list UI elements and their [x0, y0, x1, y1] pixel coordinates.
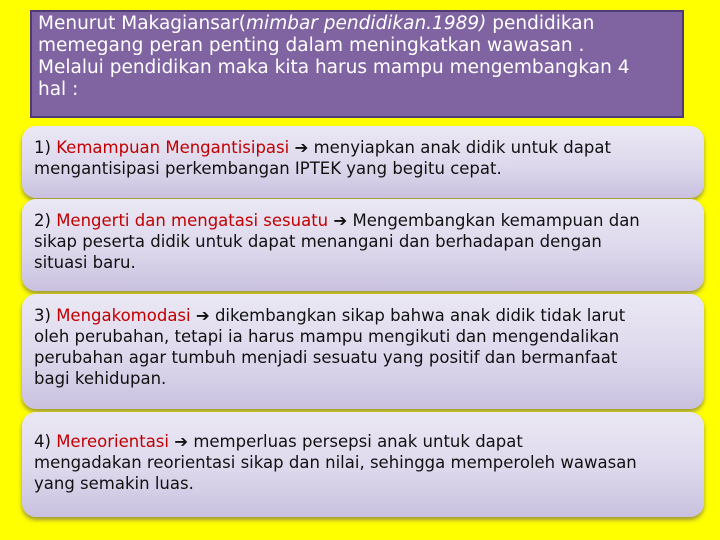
- point-4-line-1: 4) Mereorientasi ➔ memperluas persepsi anak untuk dapat: [34, 432, 523, 451]
- point-4-keyword: Mereorientasi: [56, 432, 169, 451]
- intro-line-3: Melalui pendidikan maka kita harus mampu mengembangkan 4: [38, 57, 630, 78]
- point-2-line-2: sikap peserta didik untuk dapat menangani dan berhadapan dengan: [34, 232, 602, 251]
- intro-text-box: [30, 10, 684, 118]
- point-2-keyword: Mengerti dan mengatasi sesuatu: [56, 211, 329, 230]
- arrow-right-icon: ➔: [195, 306, 210, 325]
- arrow-right-icon: ➔: [174, 432, 189, 451]
- point-3-line-2: oleh perubahan, tetapi ia harus mampu mengikuti dan mengendalikan: [34, 327, 620, 346]
- point-card-2: [22, 199, 704, 291]
- point-card-1: [22, 126, 704, 198]
- point-card-4: [22, 412, 704, 517]
- arrow-right-icon: ➔: [294, 138, 309, 157]
- point-3-line-1: 3) Mengakomodasi ➔ dikembangkan sikap bahwa anak didik tidak larut: [34, 306, 626, 325]
- point-3-line-4: bagi kehidupan.: [34, 369, 167, 388]
- citation: mimbar pendidikan.1989): [246, 13, 487, 34]
- intro-line-4: hal :: [38, 79, 79, 100]
- point-1-line-1: 1) Kemampuan Mengantisipasi ➔ menyiapkan anak didik untuk dapat: [34, 138, 611, 157]
- intro-line-2: memegang peran penting dalam meningkatkan wawasan .: [38, 35, 585, 56]
- point-3-line-3: perubahan agar tumbuh menjadi sesuatu yang positif dan bermanfaat: [34, 348, 618, 367]
- point-3-keyword: Mengakomodasi: [56, 306, 191, 325]
- point-2-line-1: 2) Mengerti dan mengatasi sesuatu ➔ Mengembangkan kemampuan dan: [34, 211, 640, 230]
- point-1-line-2: mengantisipasi perkembangan IPTEK yang begitu cepat.: [34, 159, 502, 178]
- point-4-line-3: yang semakin luas.: [34, 474, 194, 493]
- point-card-3: [22, 294, 704, 409]
- arrow-right-icon: ➔: [333, 211, 348, 230]
- point-2-line-3: situasi baru.: [34, 253, 136, 272]
- point-1-keyword: Kemampuan Mengantisipasi: [56, 138, 290, 157]
- intro-line-1: Menurut Makagiansar(mimbar pendidikan.1989) pendidikan: [38, 13, 595, 34]
- point-4-line-2: mengadakan reorientasi sikap dan nilai, sehingga memperoleh wawasan: [34, 453, 637, 472]
